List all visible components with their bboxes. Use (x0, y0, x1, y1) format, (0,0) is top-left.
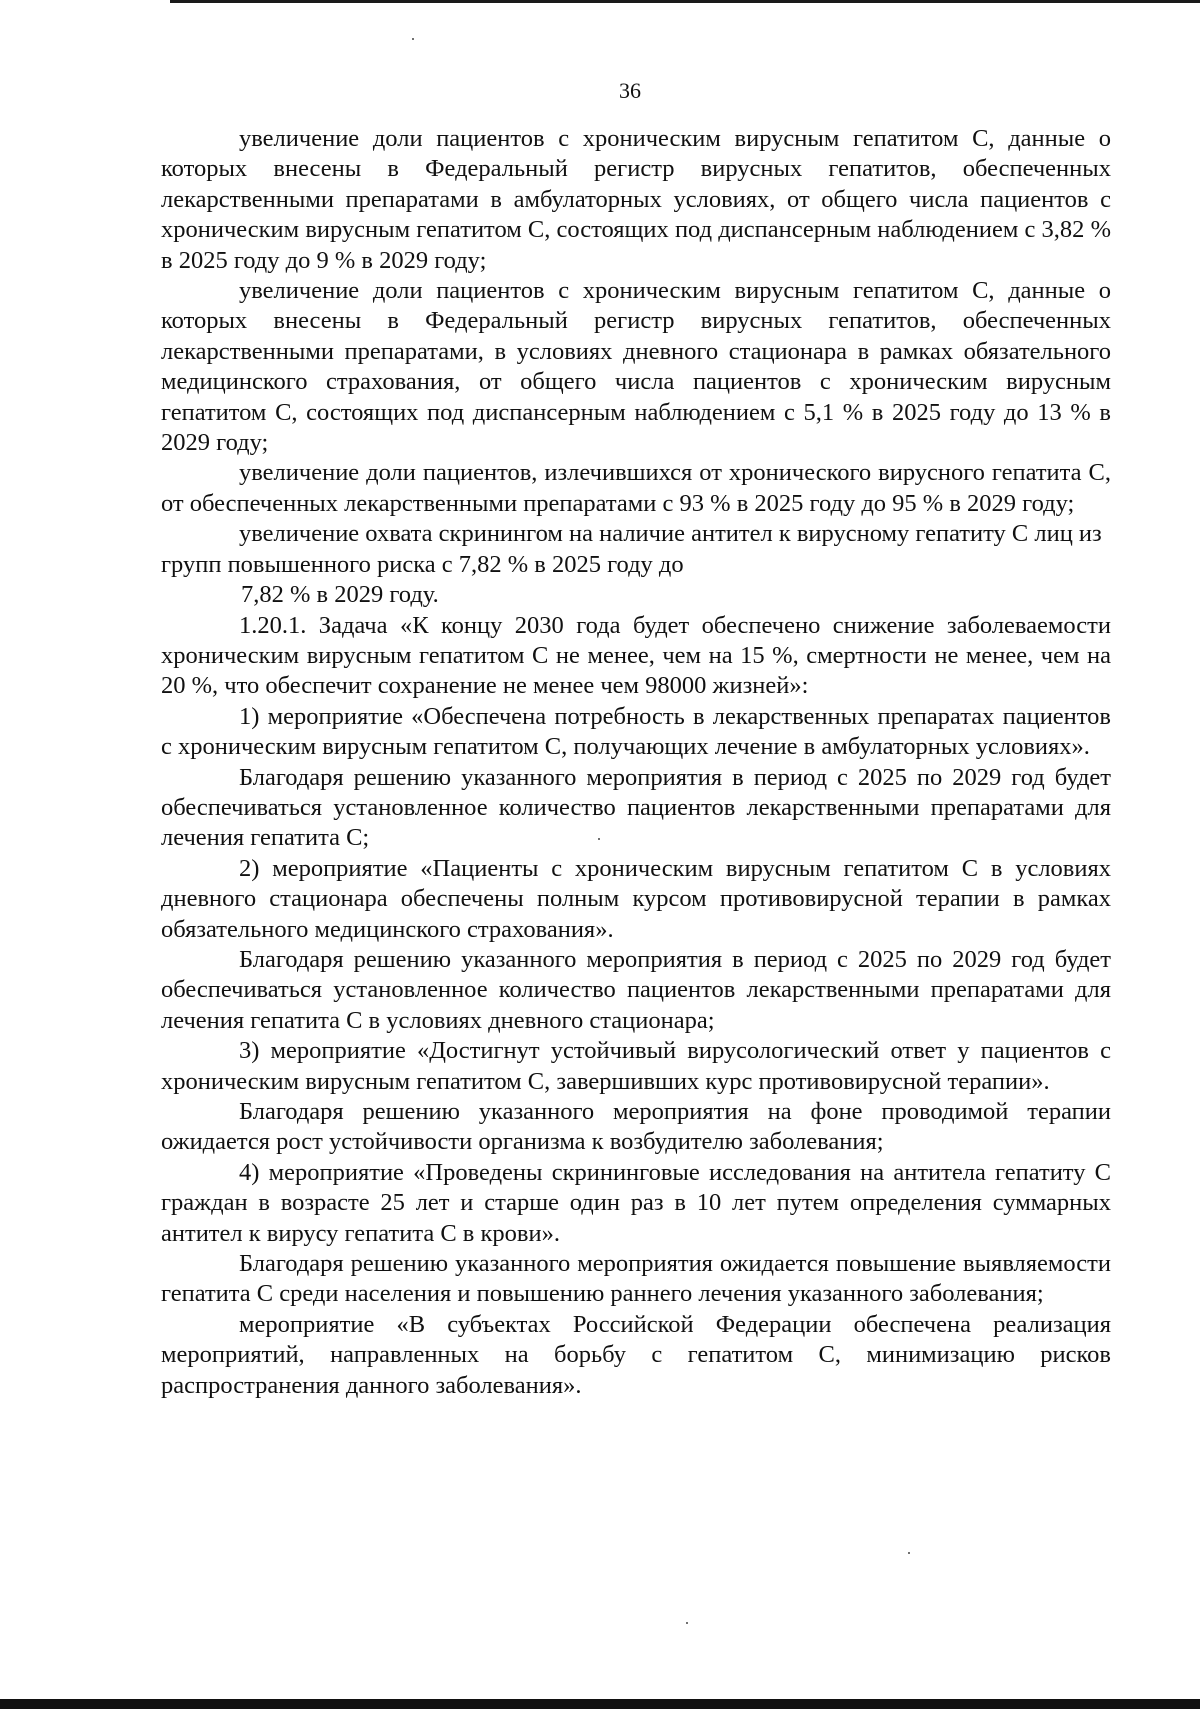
paragraph: увеличение доли пациентов с хроническим вирусным гепатитом С, данные о которых внесены в Федеральный регистр вирусных гепатитов, обеспеченных лекарственными препаратами в амбулаторных условиях, от общего числа пациентов с хроническим вирусным гепатитом С, состоящих под диспансерным наблюдением с 3,82 % в 2025 году до 9 % в 2029 году; (161, 125, 1111, 274)
scan-speck (908, 1552, 910, 1554)
paragraph: Благодаря решению указанного мероприятия в период с 2025 по 2029 год будет обеспечиваться установленное количество пациентов лекарственными препаратами для лечения гепатита С в условиях дневного стационара; (161, 945, 1111, 1034)
paragraph: Благодаря решению указанного мероприятия на фоне проводимой терапии ожидается рост устойчивости организма к возбудителю заболевания; (161, 1098, 1111, 1156)
paragraph: 3) мероприятие «Достигнут устойчивый вирусологический ответ у пациентов с хроническим вирусным гепатитом С, завершивших курс противовирусной терапии». (161, 1037, 1111, 1095)
document-body (161, 124, 1111, 1401)
paragraph: увеличение доли пациентов, излечившихся от хронического вирусного гепатита С, от обеспеченных лекарственными препаратами с 93 % в 2025 году до 95 % в 2029 году; (161, 459, 1111, 517)
paragraph: 4) мероприятие «Проведены скрининговые исследования на антитела гепатиту С граждан в возрасте 25 лет и старше один раз в 10 лет путем определения суммарных антител к вирусу гепатита С в крови». (161, 1158, 1111, 1247)
scan-edge-bottom (0, 1699, 1200, 1709)
scan-speck (598, 838, 600, 840)
paragraph: 7,82 % в 2029 году. (241, 581, 439, 609)
scan-speck (412, 38, 414, 40)
paragraph: 2) мероприятие «Пациенты с хроническим вирусным гепатитом С в условиях дневного стационара обеспечены полным курсом противовирусной терапии в рамках обязательного медицинского страхования». (161, 854, 1111, 943)
paragraph: увеличение доли пациентов с хроническим вирусным гепатитом С, данные о которых внесены в Федеральный регистр вирусных гепатитов, обеспеченных лекарственными препаратами, в условиях дневного стационара в рамках обязательного медицинского страхования, от общего числа пациентов с хроническим вирусным гепатитом С, состоящих под диспансерным наблюдением с 5,1 % в 2025 году до 13 % в 2029 году; (161, 277, 1111, 457)
page-number: 36 (619, 78, 641, 103)
paragraph: мероприятие «В субъектах Российской Федерации обеспечена реализация мероприятий, направленных на борьбу с гепатитом С, минимизацию рисков распространения данного заболевания». (161, 1310, 1111, 1399)
paragraph: Благодаря решению указанного мероприятия ожидается повышение выявляемости гепатита С среди населения и повышению раннего лечения указанного заболевания; (161, 1250, 1111, 1308)
paragraph: 1.20.1. Задача «К концу 2030 года будет обеспечено снижение заболеваемости хроническим вирусным гепатитом С не менее, чем на 15 %, смертности не менее, чем на 20 %, что обеспечит сохранение не менее чем 98000 жизней»: (161, 611, 1111, 700)
paragraph: увеличение охвата скринингом на наличие антител к вирусному гепатиту С лиц из групп повышенного риска с 7,82 % в 2025 году до (161, 520, 1102, 578)
paragraph: 1) мероприятие «Обеспечена потребность в лекарственных препаратах пациентов с хроническим вирусным гепатитом С, получающих лечение в амбулаторных условиях». (161, 702, 1111, 761)
scan-edge-top (170, 0, 1200, 3)
scan-speck (686, 1622, 688, 1624)
paragraph: Благодаря решению указанного мероприятия в период с 2025 по 2029 год будет обеспечиваться установленное количество пациентов лекарственными препаратами для лечения гепатита С; (161, 763, 1111, 852)
